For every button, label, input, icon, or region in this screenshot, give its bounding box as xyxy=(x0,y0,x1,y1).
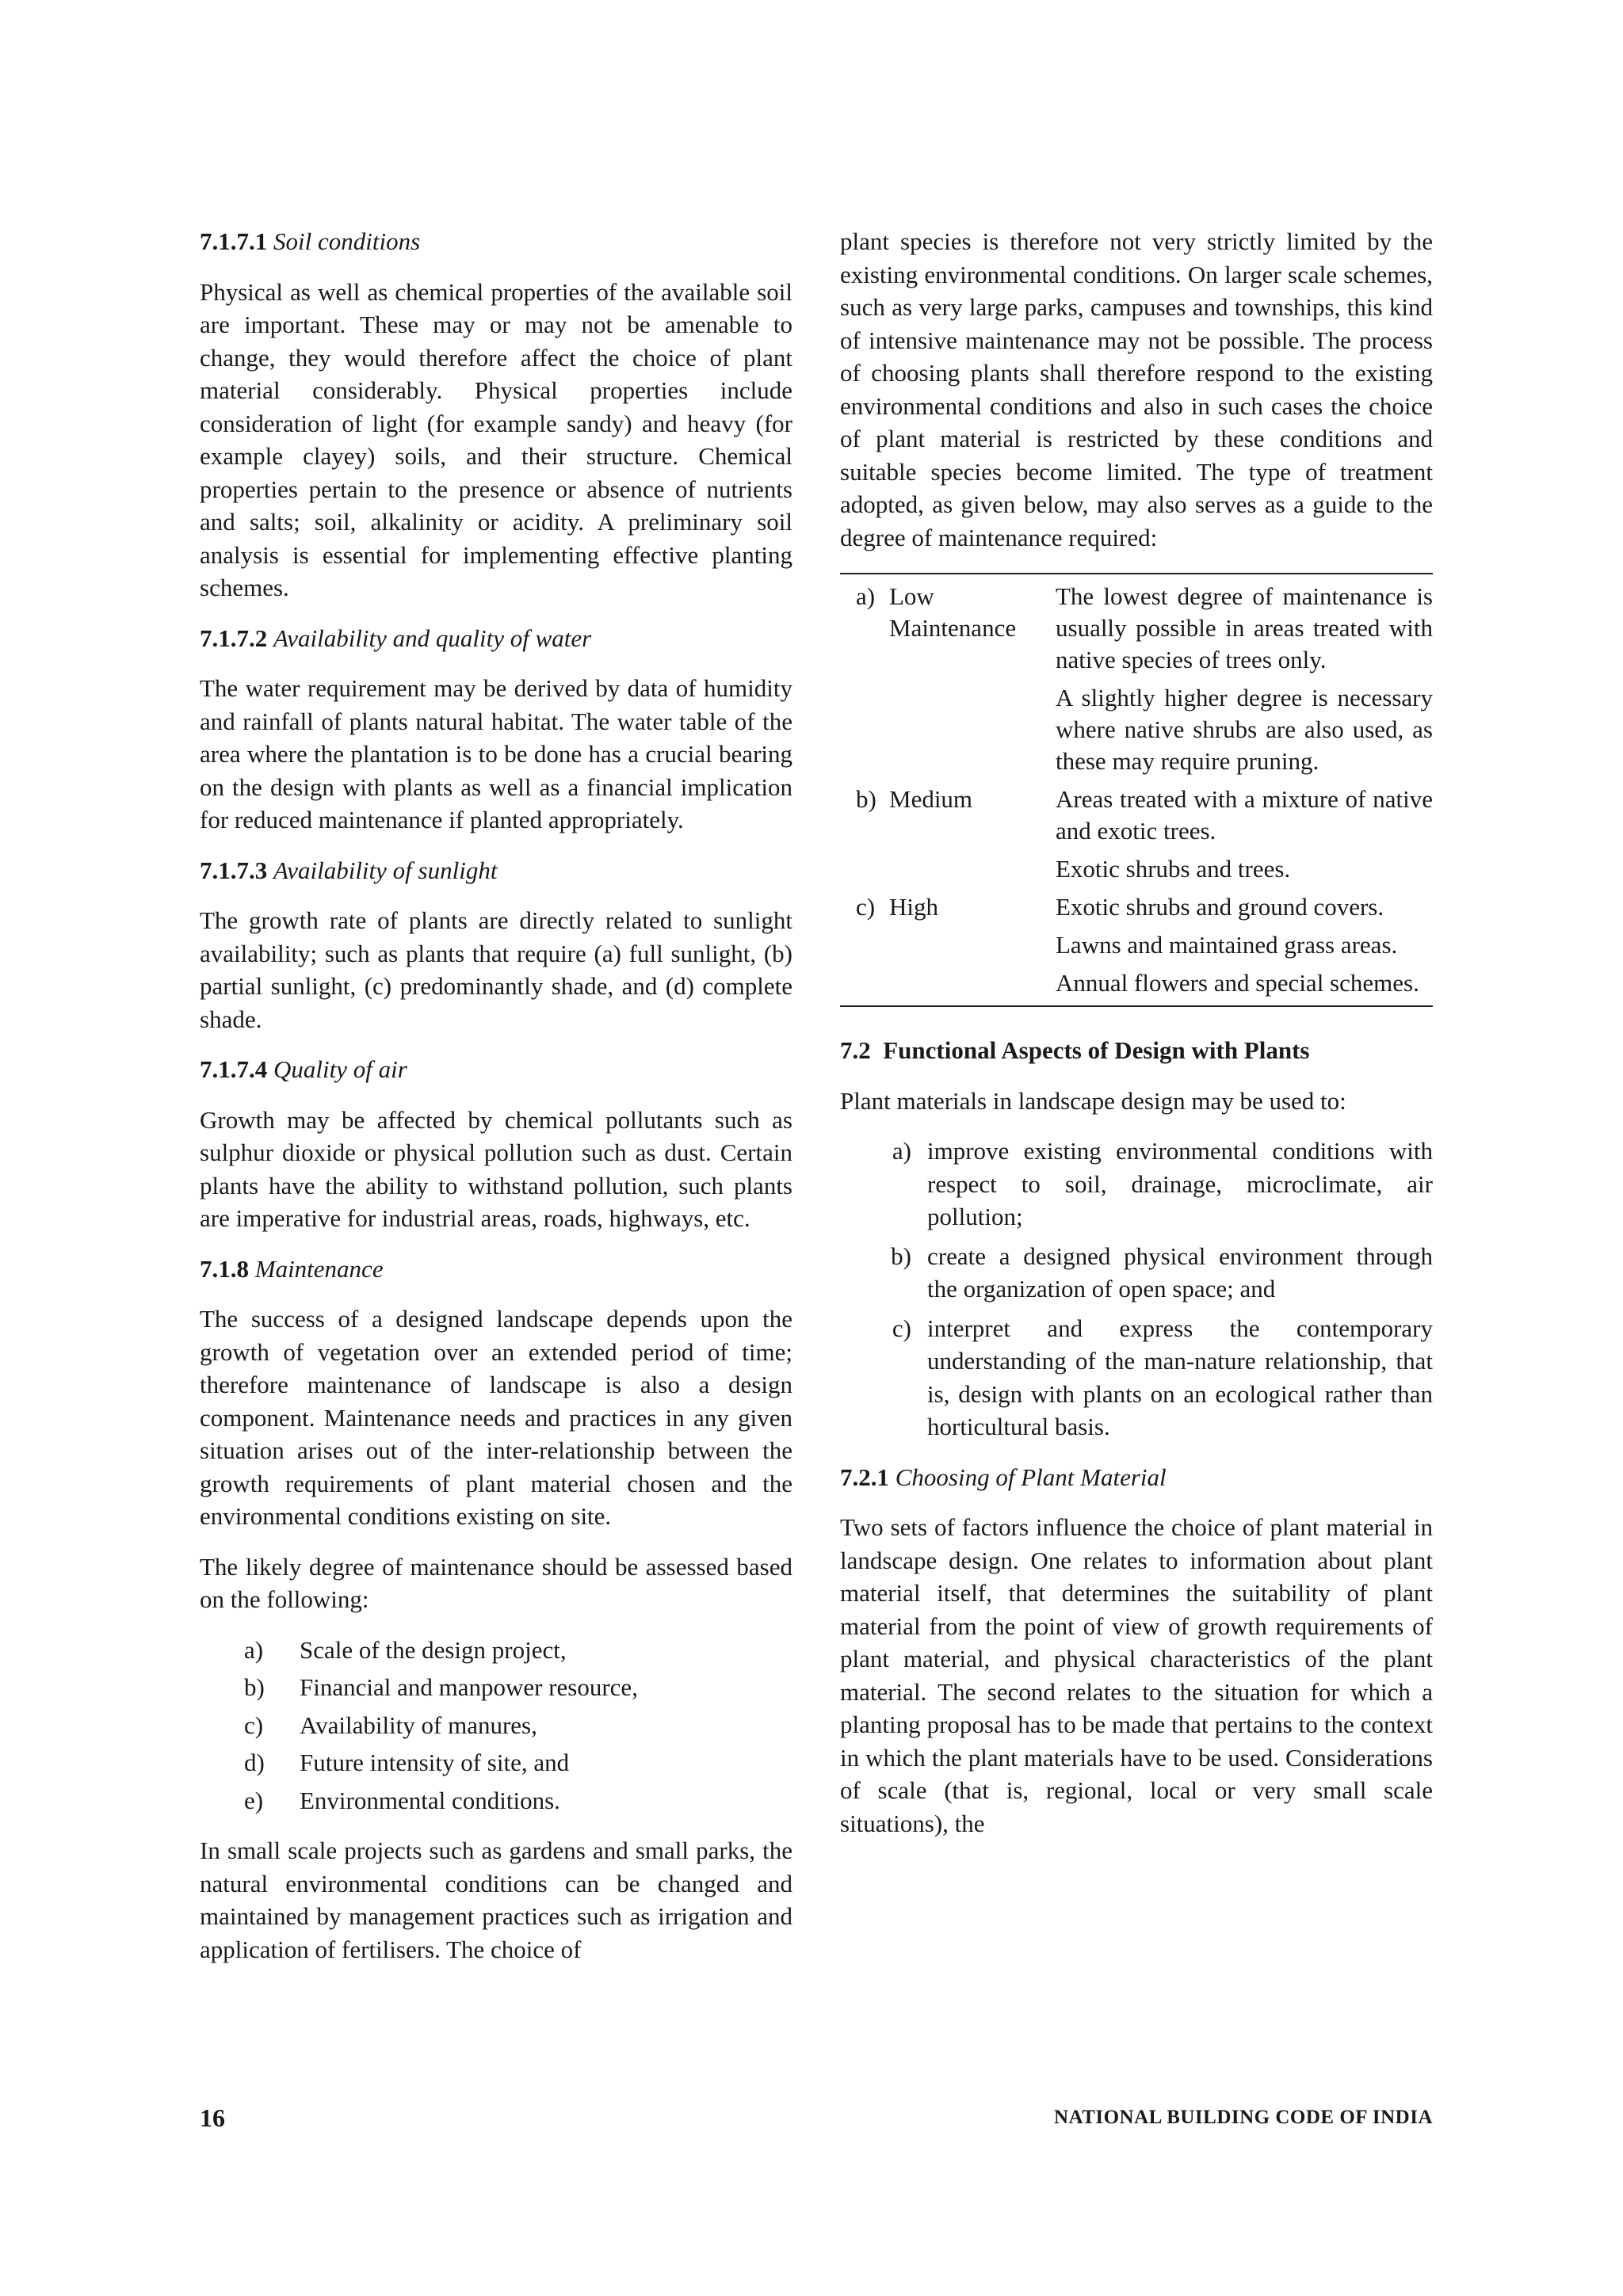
table-row: Annual flowers and special schemes. xyxy=(1056,969,1419,997)
paragraph-sunlight: The growth rate of plants are directly related to sunlight availability; such as plants that require (a) full sunlight, (b) partial sunlight, (c) predominantly shade, and (d) complete shade. xyxy=(200,906,792,1033)
section-heading-air: 7.1.7.4 Quality of air xyxy=(200,1055,407,1083)
section-heading-sunlight: 7.1.7.3 Availability of sunlight xyxy=(200,856,498,884)
list-item: a) improve existing environmental conditions with respect to soil, drainage, microclimate, air pollution; xyxy=(892,1137,1433,1230)
page-number: 16 xyxy=(200,2103,225,2132)
table-row: Lawns and maintained grass areas. xyxy=(1056,931,1398,959)
list-item: c) Availability of manures, xyxy=(244,1711,537,1739)
maintenance-factors-list xyxy=(244,1634,792,1817)
table-row: b) Medium Areas treated with a mixture of native and exotic trees. xyxy=(856,785,1433,845)
page-footer xyxy=(200,2103,1433,2135)
paragraph-maintenance-2: The likely degree of maintenance should be assessed based on the following: xyxy=(200,1552,792,1613)
right-column xyxy=(840,225,1433,1857)
paragraph-choosing-plant-material: Two sets of factors influence the choice of plant material in landscape design. One relates to information about plant material itself, that determines the suitability of plant material from the point of view of growth requirements of plant material, and physical characteristics of the plant material. The second relates to the situation for which a planting proposal has to be made that pertains to the context in which the plant materials have to be used. Considerations of scale (that is, regional, local or very small scale situations), the xyxy=(840,1513,1433,1837)
paragraph-maintenance-1: The success of a designed landscape depends upon the growth of vegetation over an extended period of time; therefore maintenance of landscape is also a design component. Maintenance needs and practices in any given situation arises out of the inter-relationship between the growth requirements of plant material chosen and the environmental conditions existing on site. xyxy=(200,1305,792,1530)
paragraph-continued: plant species is therefore not very strictly limited by the existing environmental conditions. On larger scale schemes, such as very large parks, campuses and townships, this kind of intensive maintenance may not be possible. The process of choosing plants shall therefore respond to the existing environmental conditions and also in such cases the choice of plant material is restricted by these conditions and suitable species become limited. The type of treatment adopted, as given below, may also serves as a guide to the degree of maintenance required: xyxy=(840,227,1433,551)
list-item: c) interpret and express the contemporary understanding of the man-nature relationship, that is, design with plants on an ecological rather than horticultural basis. xyxy=(892,1314,1433,1440)
functional-uses-list xyxy=(840,1135,1433,1444)
paragraph-water: The water requirement may be derived by data of humidity and rainfall of plants natural habitat. The water table of the area where the plantation is to be done has a crucial bearing on the design with plants as well as a financial implication for reduced maintenance if planted appropriately. xyxy=(200,674,792,833)
section-heading-maintenance: 7.1.8 Maintenance xyxy=(200,1254,384,1283)
running-title: NATIONAL BUILDING CODE OF INDIA xyxy=(1053,2107,1433,2128)
list-item: b) create a designed physical environment through the organization of open space; and xyxy=(891,1241,1433,1302)
paragraph-functional-intro: Plant materials in landscape design may be used to: xyxy=(840,1086,1346,1115)
section-heading-soil: 7.1.7.1 Soil conditions xyxy=(200,227,421,255)
maintenance-table xyxy=(840,573,1433,1007)
left-column xyxy=(200,225,792,1983)
section-heading-water: 7.1.7.2 Availability and quality of water xyxy=(200,624,592,652)
list-item: d) Future intensity of site, and xyxy=(244,1749,570,1776)
list-item: e) Environmental conditions. xyxy=(244,1786,560,1814)
table-row: Exotic shrubs and trees. xyxy=(1056,855,1291,883)
section-heading-functional-aspects: 7.2 Functional Aspects of Design with Plants xyxy=(840,1036,1310,1064)
paragraph-air: Growth may be affected by chemical pollutants such as sulphur dioxide or physical pollution such as dust. Certain plants have the ability to withstand pollution, such plants are imperative for industrial areas, roads, highways, etc. xyxy=(200,1105,792,1232)
table-row: A slightly higher degree is necessary where native shrubs are also used, as these may require pruning. xyxy=(1056,684,1433,775)
paragraph-maintenance-3: In small scale projects such as gardens and small parks, the natural environmental conditions can be changed and maintained by management practices such as irrigation and application of fertilisers. The choice of xyxy=(200,1836,792,1963)
section-heading-choosing-plant-material: 7.2.1 Choosing of Plant Material xyxy=(840,1463,1167,1491)
table-row: a) Low Maintenance The lowest degree of maintenance is usually possible in areas treated with native species of trees only. xyxy=(856,582,1433,673)
paragraph-soil: Physical as well as chemical properties of the available soil are important. These may or may not be amenable to change, they would therefore affect the choice of plant material considerably. Physical properties include consideration of light (for example sandy) and heavy (for example clayey) soils, and their structure. Chemical properties pertain to the presence or absence of nutrients and salts; soil, alkalinity or acidity. A preliminary soil analysis is essential for implementing effective planting schemes. xyxy=(200,277,792,601)
list-item: a) Scale of the design project, xyxy=(244,1635,567,1664)
table-row: c) High Exotic shrubs and ground covers. xyxy=(856,893,1384,921)
list-item: b) Financial and manpower resource, xyxy=(244,1673,638,1701)
